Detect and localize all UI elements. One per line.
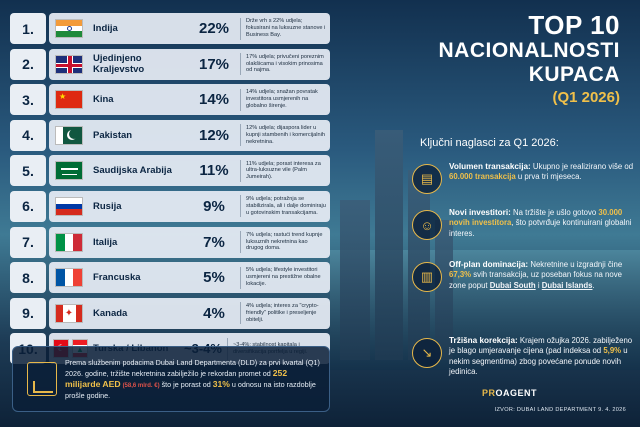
country-description: 5% udjela; lifestyle investitori usmjereni na prestižne obalne lokacije. — [246, 267, 321, 288]
country-share: 9% — [203, 197, 225, 215]
uk-flag-icon — [55, 55, 83, 74]
saudi-flag-icon — [55, 161, 83, 180]
ranking-row — [10, 154, 330, 187]
highlight-correction: ↘ Tržišna korekcija: Krajem ožujka 2026. zabilježeno je blago umjeravanje cijena (pad indeksa od 5,9% u nekim segmentima) zbog povećane ponude novih jedinica. — [412, 336, 634, 378]
document-chart-icon — [27, 362, 57, 396]
country-name: Italija — [93, 236, 118, 248]
page-title — [420, 12, 620, 106]
divider — [240, 302, 241, 324]
country-share: 11% — [199, 162, 229, 180]
country-description: 17% udjela; privučeni poreznim olakšicama i visokim prinosima od najma. — [246, 53, 324, 74]
country-name: Francuska — [93, 272, 141, 284]
country-name: Saudijska Arabija — [93, 165, 172, 177]
pakistan-flag-icon — [55, 126, 83, 145]
link-dubai-islands[interactable]: Dubai Islands — [541, 280, 593, 290]
china-flag-icon: ★ — [55, 90, 83, 109]
title-line4: (Q1 2026) — [552, 89, 620, 106]
bar-chart-icon: ▤ — [412, 164, 442, 194]
rank-number: 7. — [10, 227, 46, 258]
highlight-investors: ☺ Novi investitori: Na tržište je ušlo gotovo 30.000 novih investitora, što potvrđuje kontinuirani globalni interes. — [412, 208, 634, 240]
ranking-row — [10, 48, 330, 81]
source-text: IZVOR: DUBAI LAND DEPARTMENT 9. 4. 2026 — [494, 407, 626, 413]
ranking-row — [10, 83, 330, 116]
highlight-offplan: ▥ Off-plan dominacija: Nekretnine u izgradnji čine 67,3% svih transakcija, uz poseban fokus na nove zone poput Dubai South i Dubai Islands. — [412, 260, 634, 292]
proagent-logo: PROAGENT — [482, 388, 538, 398]
country-name: Pakistan — [93, 129, 133, 141]
buildings-icon: ▥ — [412, 262, 442, 292]
country-share: 5% — [203, 269, 225, 287]
ranking-row — [10, 190, 330, 223]
divider — [240, 195, 241, 217]
country-name: Indija — [93, 23, 118, 34]
trend-down-icon: ↘ — [412, 338, 442, 368]
note-text: Prema službenim podacima Dubai Land Departmenta (DLD) za prvi kvartal (Q1) 2026. godine, tržište nekretnina zabilježilo je rekordan promet od 252 milijarde AED (58,6 mlrd. €) što je porast od 31% u odnosu na isto razdoblje prošle godine. — [65, 357, 320, 400]
divider — [240, 53, 241, 75]
divider — [240, 160, 241, 182]
country-share: 4% — [203, 304, 225, 322]
country-share: 17% — [198, 55, 230, 73]
ranking-card — [49, 191, 330, 222]
ranking-row — [10, 297, 330, 330]
country-share: 7% — [203, 233, 225, 251]
ranking-card — [49, 120, 330, 151]
france-flag-icon — [55, 268, 83, 287]
title-line3: KUPACA — [528, 63, 620, 86]
ranking-row — [10, 226, 330, 259]
divider — [240, 18, 241, 40]
ranking-row — [10, 261, 330, 294]
divider — [240, 231, 241, 253]
rank-number: 8. — [10, 262, 46, 293]
ranking-card — [49, 49, 330, 80]
country-description: 7% udjela; rastući trend kupnje luksuznih nekretnina kao drugog doma. — [246, 231, 323, 252]
divider — [240, 89, 241, 111]
ranking-card — [49, 13, 330, 44]
country-share: 22% — [198, 20, 230, 37]
italy-flag-icon — [55, 233, 83, 252]
ranking-card — [49, 262, 330, 293]
country-name: Kanada — [93, 307, 128, 319]
country-description: 9% udjela; potražnja se stabilizirala, ali i dalje dominiraju u gotovinskim transakcijama. — [246, 196, 326, 216]
country-description: 12% udjela; dijaspora lider u kupnji stambenih i komercijalnih nekretnina. — [246, 125, 325, 145]
country-description: 11% udjela; porast interesa za ultra-luksuzne vile (Palm Jumeirah). — [246, 160, 321, 181]
ranking-card — [49, 84, 330, 115]
canada-flag-icon: ✦ — [55, 304, 83, 323]
country-description: 4% udjela; interes za "crypto-friendly" politike i preseljenje obitelji. — [246, 303, 319, 323]
rank-number: 5. — [10, 155, 46, 186]
ranking-row — [10, 12, 330, 45]
russia-flag-icon — [55, 197, 83, 216]
rank-number: 6. — [10, 191, 46, 222]
india-flag-icon — [55, 19, 83, 38]
users-icon: ☺ — [412, 210, 442, 240]
rank-number: 9. — [10, 298, 46, 329]
divider — [240, 267, 241, 289]
ranking-card — [49, 227, 330, 258]
rank-number: 4. — [10, 120, 46, 151]
country-share: 14% — [198, 91, 230, 109]
country-name: Kina — [93, 94, 114, 106]
rank-number: 1. — [10, 13, 46, 44]
link-dubai-south[interactable]: Dubai South — [489, 280, 536, 290]
title-line1: TOP 10 — [528, 10, 620, 40]
dld-note — [12, 346, 330, 412]
ranking-list — [10, 12, 330, 368]
highlight-volume: ▤ Volumen transakcija: Ukupno je realizirano više od 60.000 transakcija u prva tri mjeseca. — [412, 162, 634, 194]
title-line2: NACIONALNOSTI — [438, 39, 620, 62]
country-name: Rusija — [93, 200, 122, 212]
country-name: Ujedinjeno Kraljevstvo — [93, 53, 145, 76]
country-description: 14% udjela; snažan povratak investitora usmjerenih na globalno širenje. — [246, 89, 318, 110]
ranking-card — [49, 298, 330, 329]
ranking-card — [49, 155, 330, 186]
country-share: 12% — [198, 126, 230, 144]
rank-number: 3. — [10, 84, 46, 115]
divider — [240, 124, 241, 146]
rank-number: 2. — [10, 49, 46, 80]
country-description: Drže vrh s 22% udjela; fokusirani na luksuzne stanove i Business Bay. — [246, 18, 326, 38]
highlights-heading: Ključni naglasci za Q1 2026: — [420, 137, 559, 149]
ranking-row — [10, 119, 330, 152]
